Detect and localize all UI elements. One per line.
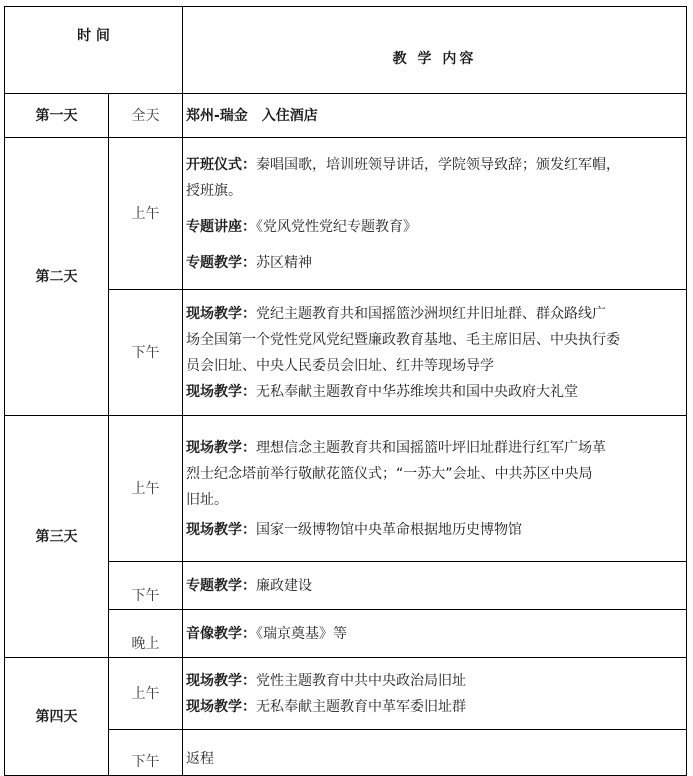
content-line: 烈士纪念塔前举行敬献花篮仪式；“一苏大”会址、中共苏区中央局 (186, 465, 593, 482)
item-text: 秦唱国歌，培训班领导讲话，学院领导致辞；颁发红军帽， (256, 156, 620, 173)
item-label: 现场教学： (186, 521, 256, 538)
day-label: 第四天 (5, 658, 109, 776)
item-label: 专题讲座： (186, 218, 256, 235)
item-label: 专题教学： (186, 577, 256, 594)
content-line (186, 694, 680, 720)
content-text: 郑州-瑞金 入住酒店 (186, 107, 318, 124)
content-line (186, 668, 680, 694)
content-cell (183, 730, 687, 776)
slot-label: 上午 (109, 658, 183, 730)
slot-label: 全天 (109, 94, 183, 138)
item-label: 现场教学： (186, 439, 256, 456)
schedule-table (4, 6, 687, 776)
content-line: 场全国第一个党性党风党纪暨廉政教育基地、毛主席旧居、中央执行委 (186, 331, 620, 348)
slot-label: 下午 (109, 730, 183, 776)
item-text: 苏区精神 (256, 254, 312, 271)
item-text: 《瑞京奠基》等 (256, 625, 347, 642)
content-cell (183, 562, 687, 610)
content-cell (183, 94, 687, 138)
slot-label: 下午 (109, 562, 183, 610)
content-cell (183, 290, 687, 416)
content-line (186, 435, 680, 461)
header-time: 时 间 (5, 7, 183, 94)
item-text: 无私奉献主题教育中华苏维埃共和国中央政府大礼堂 (256, 383, 578, 400)
content-line (186, 621, 680, 647)
table-row (5, 138, 687, 290)
item-text: 党纪主题教育共和国摇篮沙洲坝红井旧址群、群众路线广 (256, 305, 606, 322)
item-label: 现场教学： (186, 305, 256, 322)
table-row (5, 416, 687, 562)
day-label: 第二天 (5, 138, 109, 416)
item-text: 《党风党性党纪专题教育》 (256, 218, 417, 235)
item-text: 理想信念主题教育共和国摇篮叶坪旧址群进行红军广场革 (256, 439, 606, 456)
content-line (186, 379, 680, 405)
content-cell (183, 416, 687, 562)
content-cell (183, 658, 687, 730)
content-line (186, 517, 680, 543)
content-line: 员会旧址、中央人民委员会旧址、红井等现场导学 (186, 357, 494, 374)
item-label: 专题教学： (186, 254, 256, 271)
content-line (186, 214, 680, 240)
content-cell (183, 138, 687, 290)
item-text: 廉政建设 (256, 577, 312, 594)
item-label: 现场教学： (186, 698, 256, 715)
content-line: 授班旗。 (186, 182, 242, 199)
content-line (186, 573, 680, 599)
item-label: 现场教学： (186, 383, 256, 400)
day-label: 第三天 (5, 416, 109, 658)
content-line (186, 250, 680, 276)
header-row (5, 7, 687, 94)
item-text: 无私奉献主题教育中革军委旧址群 (256, 698, 466, 715)
slot-label: 上午 (109, 138, 183, 290)
header-content: 教 学 内容 (183, 7, 687, 94)
content-line: 旧址。 (186, 491, 228, 508)
item-text: 党性主题教育中共中央政治局旧址 (256, 672, 466, 689)
table-row (5, 94, 687, 138)
item-label: 现场教学： (186, 672, 256, 689)
slot-label: 晚上 (109, 610, 183, 658)
content-cell (183, 610, 687, 658)
day-label: 第一天 (5, 94, 109, 138)
slot-label: 上午 (109, 416, 183, 562)
item-label: 音像教学： (186, 625, 256, 642)
table-row (5, 658, 687, 730)
item-text: 国家一级博物馆中央革命根据地历史博物馆 (256, 521, 522, 538)
content-line (186, 301, 680, 327)
content-line (186, 152, 680, 178)
item-label: 开班仪式： (186, 156, 256, 173)
content-text: 返程 (186, 751, 214, 767)
slot-label: 下午 (109, 290, 183, 416)
